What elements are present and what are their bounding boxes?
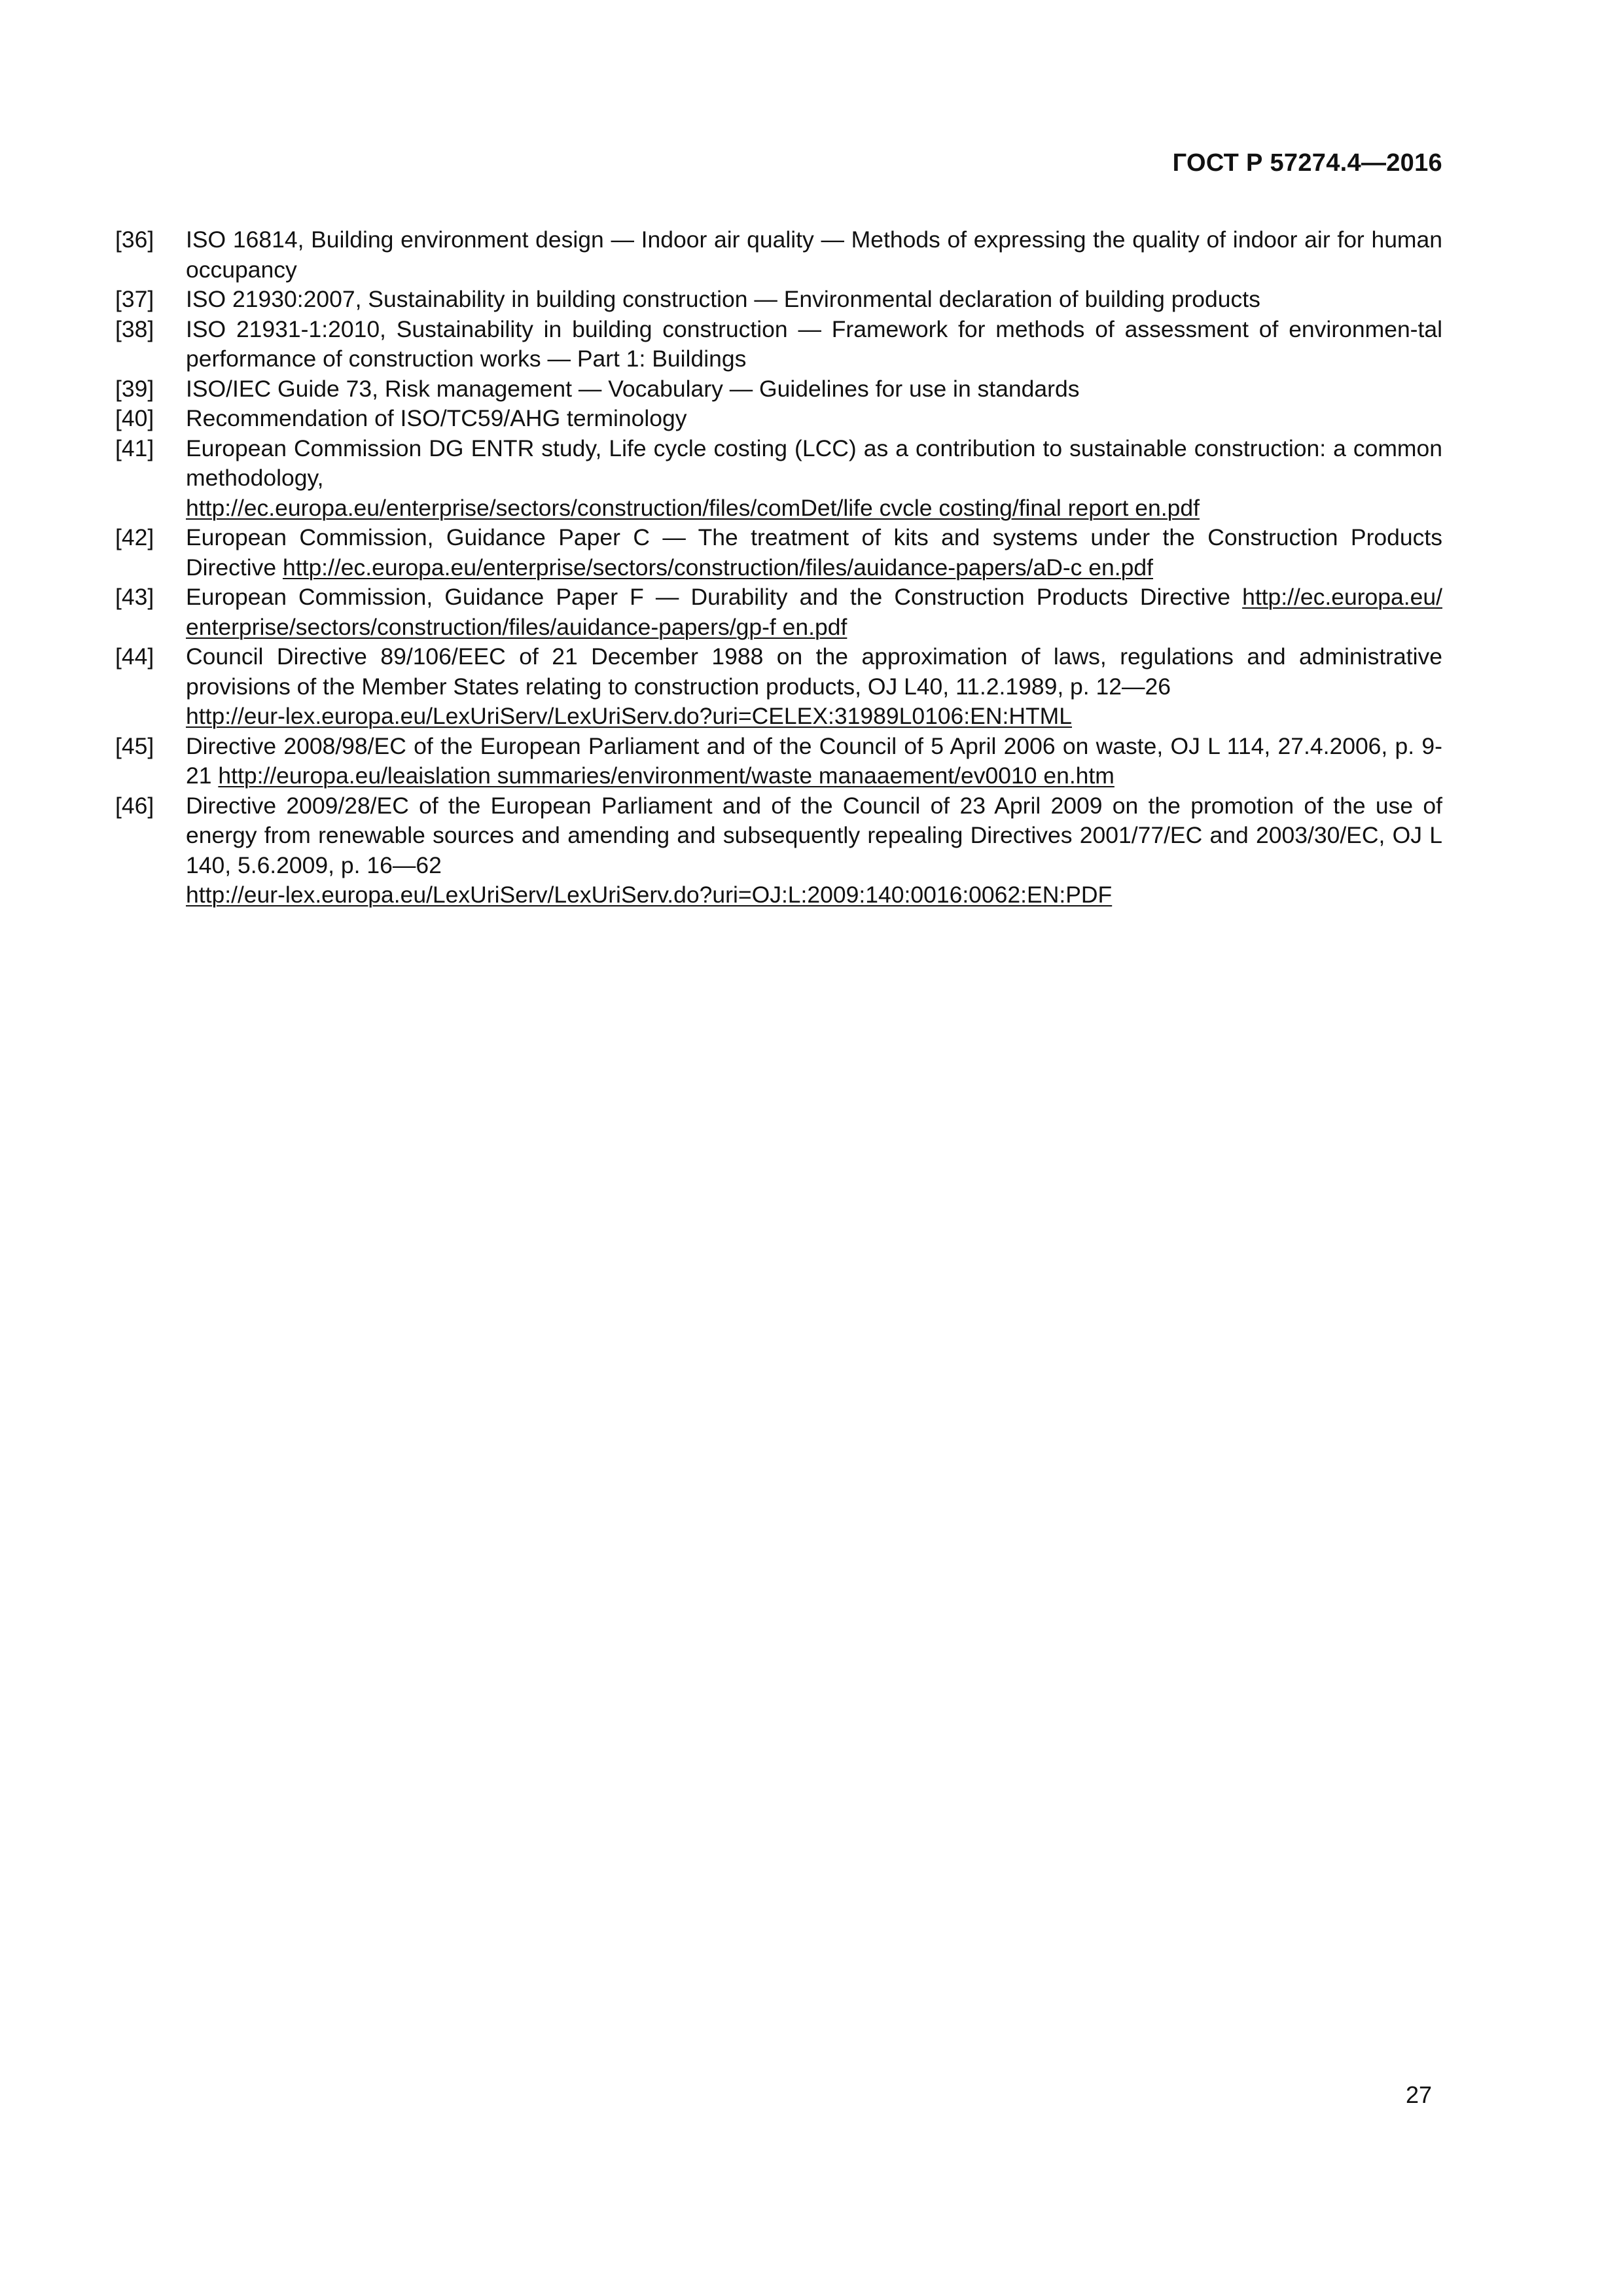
reference-citation: Directive 2009/28/EC of the European Parliament and of the Council of 23 April 2009 on the promotion of the use of energy from renewable sources and amending and subsequently repealing Directives 2001/77/EC and 2003/30/EC, OJ L 140, 5.6.2009, p. 16—62 [186, 792, 1442, 878]
reference-citation: Directive 2008/98/EC of the European Parliament and of the Council of 5 April 2006 on waste, OJ L 114, 27.4.2006, p. 9-21 [186, 732, 1442, 789]
reference-citation: ISO 16814, Building environment design — Indoor air quality — Methods of expressing the quality of indoor air for human occupancy [186, 226, 1442, 283]
reference-citation: ISO/IEC Guide 73, Risk management — Vocabulary — Guidelines for use in standards [186, 375, 1080, 402]
reference-link[interactable]: http://eur-lex.europa.eu/LexUriServ/LexUriServ.do?uri=CELEX:31989L0106:EN:HTML [186, 703, 1072, 729]
reference-item [115, 642, 1442, 732]
reference-text [186, 583, 1442, 642]
reference-number: [42] [115, 524, 154, 550]
reference-link[interactable]: http://ec.europa.eu/enterprise/sectors/construction/files/comDet/life cvcle costing/final report en.pdf [186, 494, 1200, 521]
reference-number: [38] [115, 315, 154, 342]
bibliography-list [115, 225, 1442, 910]
reference-item [115, 285, 1442, 315]
reference-number: [41] [115, 435, 154, 461]
reference-text [186, 732, 1442, 791]
reference-item [115, 225, 1442, 285]
reference-item [115, 315, 1442, 374]
reference-number: [39] [115, 375, 154, 402]
reference-number: [36] [115, 226, 154, 253]
reference-text [186, 404, 1442, 434]
document-standard-id: ГОСТ Р 57274.4—2016 [1172, 149, 1442, 177]
reference-citation: European Commission, Guidance Paper C — The treatment of kits and systems under the Construction Products Directive [186, 524, 1442, 581]
reference-number: [37] [115, 286, 154, 312]
reference-number: [45] [115, 732, 154, 759]
reference-item [115, 404, 1442, 434]
reference-citation: ISO 21931-1:2010, Sustainability in building construction — Framework for methods of assessment of environmen-tal performance of construction works — Part 1: Buildings [186, 315, 1442, 372]
reference-item [115, 374, 1442, 404]
reference-link[interactable]: http://eur-lex.europa.eu/LexUriServ/LexUriServ.do?uri=OJ:L:2009:140:0016:0062:EN:PDF [186, 882, 1113, 908]
reference-link[interactable]: http://ec.europa.eu/ enterprise/sectors/construction/files/auidance-papers/gp-f en.pdf [186, 584, 1442, 640]
reference-number: [40] [115, 405, 154, 431]
reference-citation: European Commission, Guidance Paper F — Durability and the Construction Products Directive [186, 584, 1230, 610]
reference-item [115, 523, 1442, 583]
reference-text [186, 225, 1442, 285]
reference-number: [44] [115, 643, 154, 670]
reference-text [186, 642, 1442, 732]
page-number: 27 [1405, 2081, 1432, 2108]
reference-link[interactable]: http://europa.eu/leaislation summaries/environment/waste manaaement/ev0010 en.htm [218, 762, 1115, 789]
reference-number: [43] [115, 584, 154, 610]
reference-citation: ISO 21930:2007, Sustainability in building construction — Environmental declaration of building products [186, 286, 1260, 312]
reference-citation: Recommendation of ISO/TC59/AHG terminology [186, 405, 687, 431]
reference-number: [46] [115, 792, 154, 819]
reference-text [186, 285, 1442, 315]
reference-link[interactable]: http://ec.europa.eu/enterprise/sectors/construction/files/auidance-papers/aD-c en.pdf [282, 554, 1153, 581]
reference-text [186, 791, 1442, 910]
reference-text [186, 434, 1442, 524]
reference-item [115, 732, 1442, 791]
reference-text [186, 523, 1442, 583]
reference-item [115, 434, 1442, 524]
reference-item [115, 791, 1442, 910]
reference-item [115, 583, 1442, 642]
reference-citation: Council Directive 89/106/EEC of 21 December 1988 on the approximation of laws, regulations and administrative provisions of the Member States relating to construction products, OJ L40, 11.2.1989, p. 12—26 [186, 643, 1442, 700]
reference-text [186, 374, 1442, 404]
reference-citation: European Commission DG ENTR study, Life cycle costing (LCC) as a contribution to sustainable construction: a common methodology, [186, 435, 1442, 491]
reference-text [186, 315, 1442, 374]
